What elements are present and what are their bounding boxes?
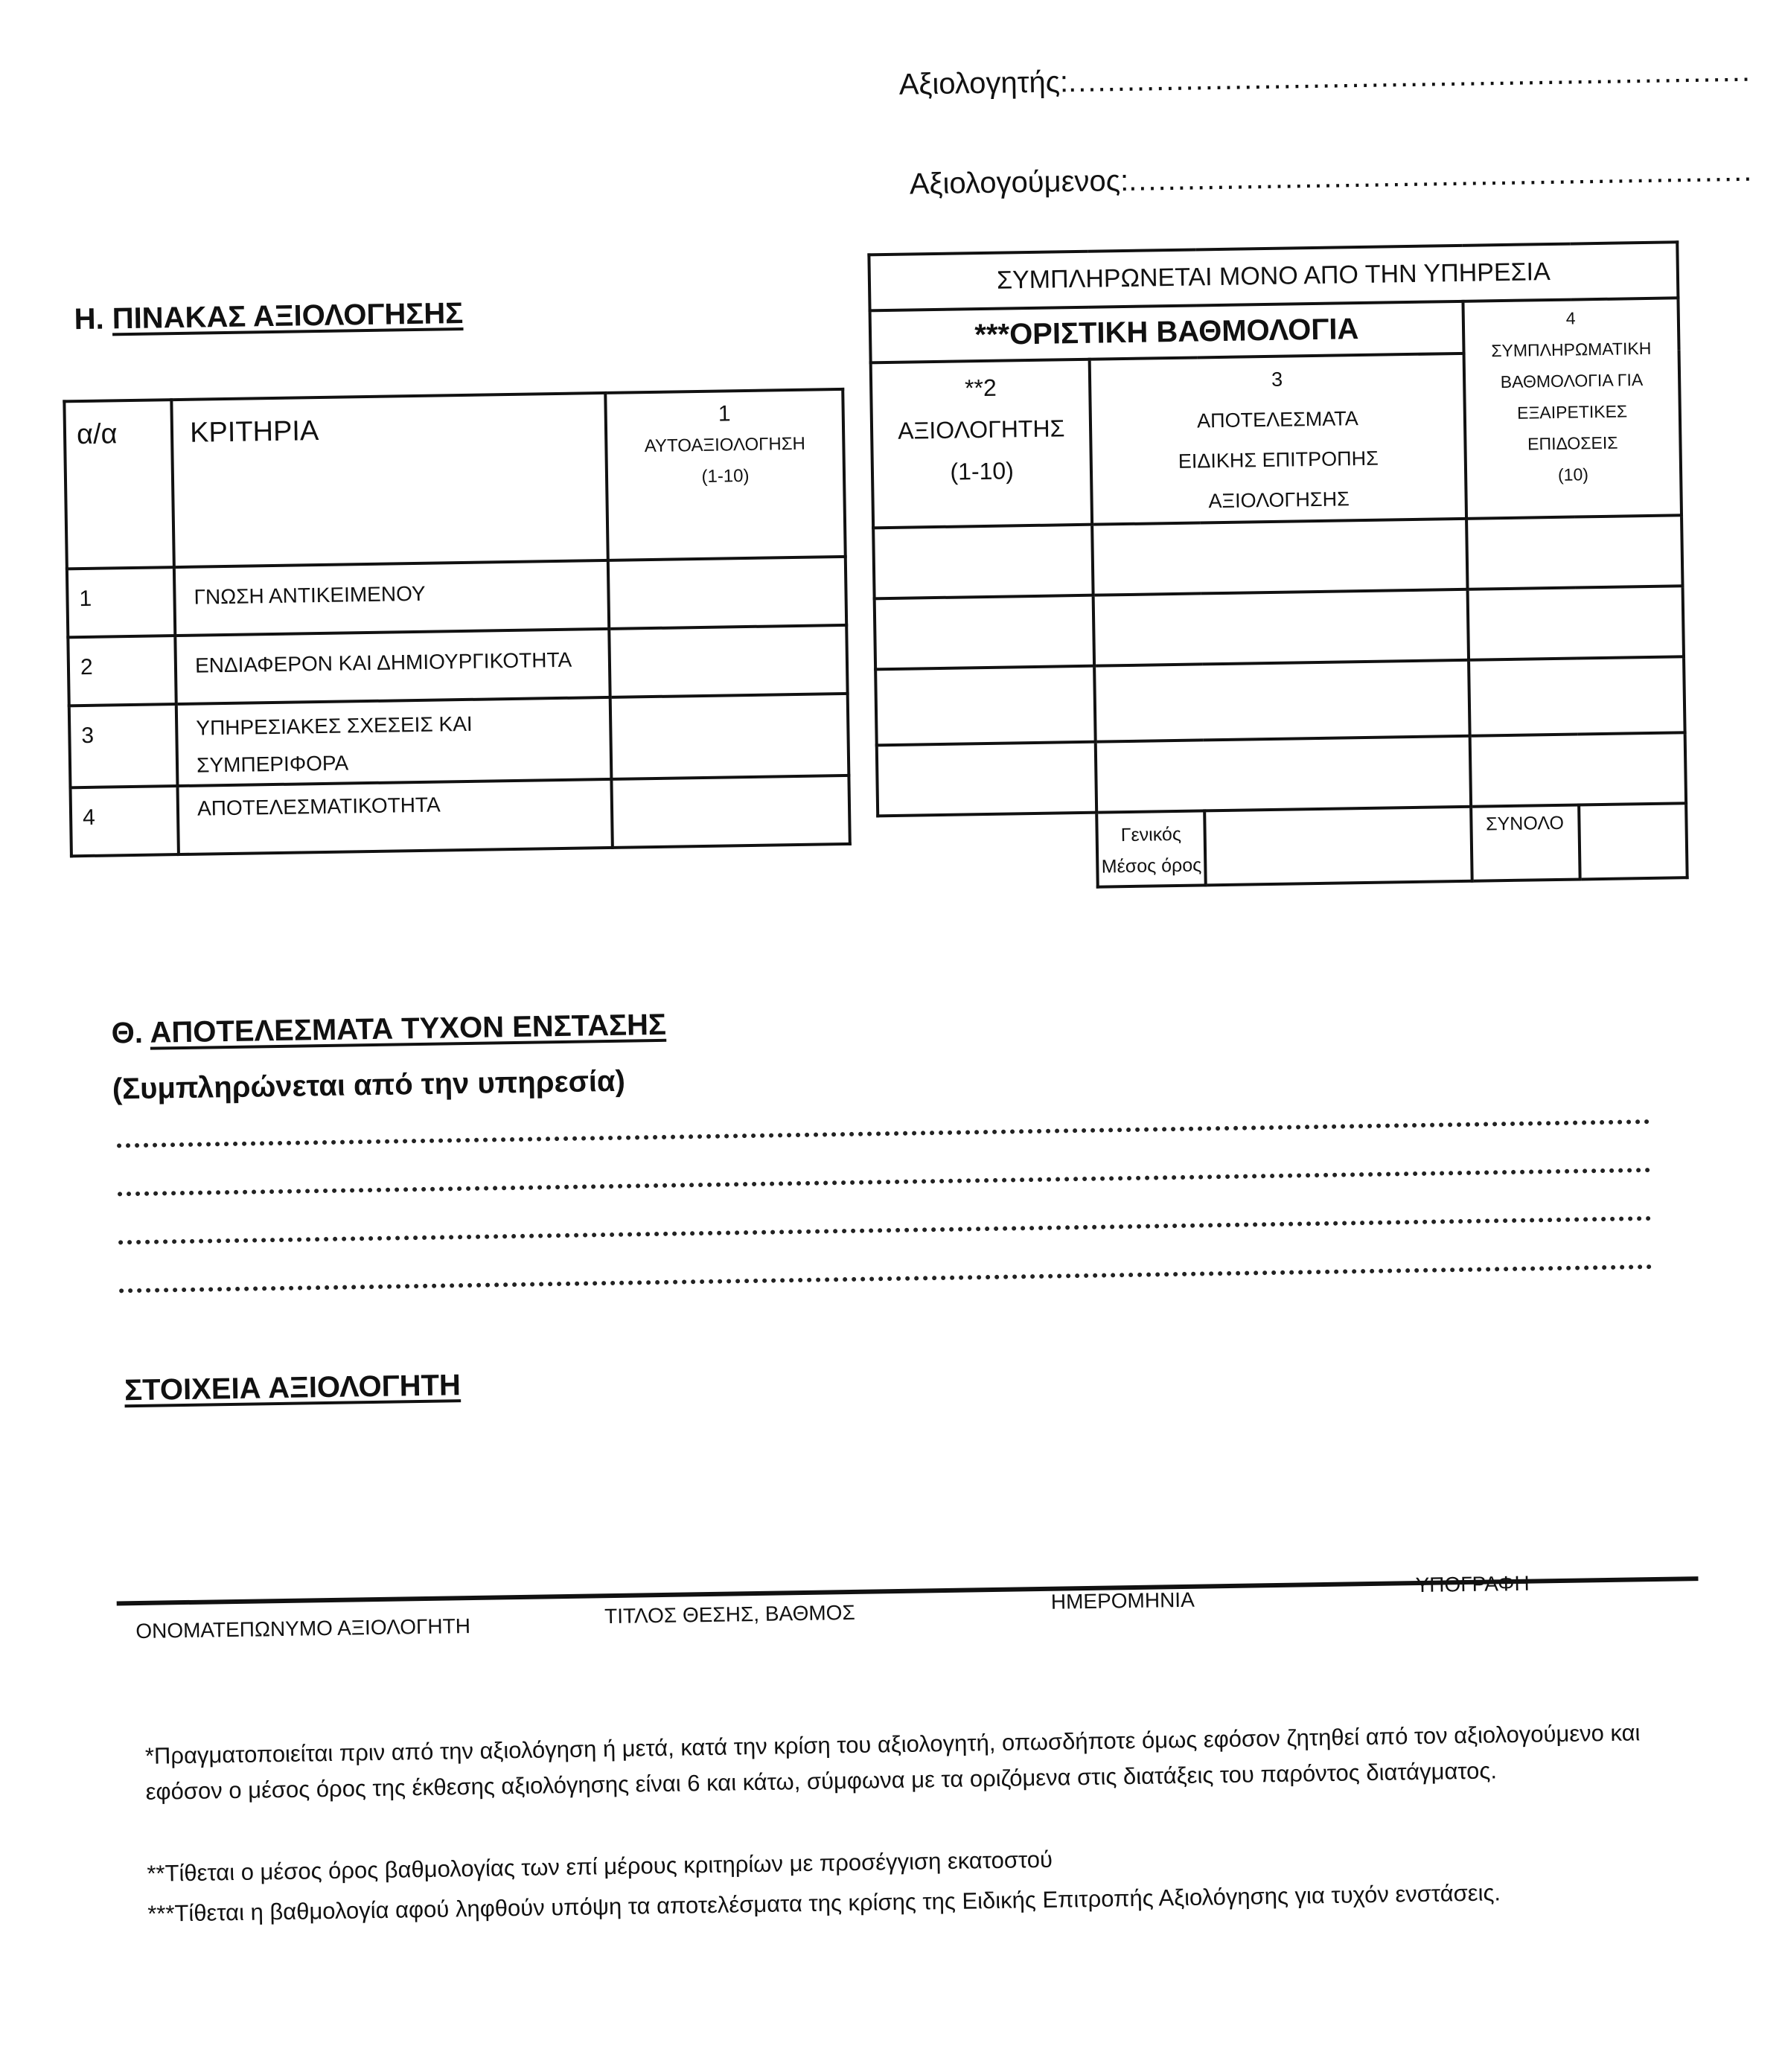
general-average-value[interactable] [1204,807,1472,886]
table-row [70,776,849,856]
self-score-cell[interactable] [611,776,849,848]
total-label: ΣΥΝΟΛΟ [1471,805,1580,880]
committee-score-cell[interactable] [1094,660,1469,742]
header-self-evaluation [605,389,846,560]
col4-line3: ΕΞΑΙΡΕΤΙΚΕΣ [1516,401,1628,423]
section-h-heading: ΠΙΝΑΚΑΣ ΑΞΙΟΛΟΓΗΣΗΣ [112,296,464,336]
supplementary-score-cell[interactable] [1469,732,1686,807]
col4-number: 4 [1565,308,1576,328]
footer-spacer [878,813,1098,891]
col4-line1: ΣΥΜΠΛΗΡΩΜΑΤΙΚΗ [1491,338,1652,361]
criterion-label: ΥΠΗΡΕΣΙΑΚΕΣ ΣΧΕΣΕΙΣ ΚΑΙ [196,712,473,740]
self-score-cell[interactable] [608,557,846,629]
criteria-table-header [64,389,845,569]
table-row [67,557,846,637]
section-theta-subtitle: (Συμπληρώνεται από την υπηρεσία) [112,1064,626,1106]
objection-line-2[interactable] [118,1168,1651,1196]
evaluator-field [898,55,1751,102]
table-row [875,656,1684,745]
table-footer-row [878,803,1687,890]
committee-score-cell[interactable] [1092,519,1467,595]
col3-number: 3 [1271,368,1283,391]
table-row [873,515,1682,598]
footnote-2: **Τίθεται ο μέσος όρος βαθμολογίας των επί μέρους κριτηρίων με προσέγγιση εκατοστού [147,1846,1053,1887]
supplementary-score-cell[interactable] [1467,586,1684,660]
self-score-cell[interactable] [610,694,849,779]
supplementary-score-cell[interactable] [1466,515,1683,589]
footnote-1: *Πραγματοποιείται πριν από την αξιολόγηση ή μετά, κατά την κρίση του αξιολογητή, οπωσδήποτε όμως εφόσον ζητηθεί από τον αξιολογούμενο και εφόσον ο μέσος όρος της έκθεσης αξιολόγησης είναι 6 και κάτω, σύμφωνα με τα οριζόμενα στις διατάξεις του παρόντος διατάγματος. [144,1719,1641,1805]
header-aa: α/α [64,400,174,569]
header-committee [1090,354,1466,525]
header-supplementary [1463,298,1682,519]
objection-line-3[interactable] [118,1216,1652,1244]
date-label: ΗΜΕΡΟΜΗΝΙΑ [1050,1587,1195,1614]
col3-line1: ΑΠΟΤΕΛΕΣΜΑΤΑ [1196,407,1359,432]
final-grade-title: ***ΟΡΙΣΤΙΚΗ ΒΑΘΜΟΛΟΓΙΑ [870,301,1464,363]
committee-score-cell[interactable] [1096,736,1471,813]
section-theta-title [111,1008,666,1051]
table-row [68,625,847,706]
committee-score-cell[interactable] [1093,589,1469,666]
objection-line-4[interactable] [119,1264,1652,1293]
total-value[interactable] [1579,803,1687,879]
criterion-label: ΑΠΟΤΕΛΕΣΜΑΤΙΚΟΤΗΤΑ [197,793,441,820]
criterion-label: ΕΝΔΙΑΦΕΡΟΝ ΚΑΙ ΔΗΜΙΟΥΡΓΙΚΟΤΗΤΑ [194,648,572,677]
col1-number: 1 [718,401,731,426]
section-h-prefix: Η. [74,302,104,336]
table-row [69,694,849,787]
col4-range: (10) [1557,464,1589,485]
position-grade-label: ΤΙΤΛΟΣ ΘΕΣΗΣ, ΒΑΘΜΟΣ [604,1600,855,1628]
evaluator-score-cell[interactable] [875,666,1096,746]
evaluator-score-cell[interactable] [875,595,1095,670]
agency-only-band: ΣΥΜΠΛΗΡΩΝΕΤΑΙ ΜΟΝΟ ΑΠΟ ΤΗΝ ΥΠΗΡΕΣΙΑ [869,242,1678,310]
footnote-3: ***Τίθεται η βαθμολογία αφού ληφθούν υπόψη τα αποτελέσματα της κρίσης της Ειδικής Επιτροπής Αξιολόγησης για τυχόν ενστάσεις. [147,1879,1501,1927]
evaluator-details-title: ΣΤΟΙΧΕΙΑ ΑΞΙΟΛΟΓΗΤΗ [124,1369,462,1407]
objection-line-1[interactable] [117,1119,1650,1148]
row-number: 2 [80,654,93,680]
col3-line2: ΕΙΔΙΚΗΣ ΕΠΙΤΡΟΠΗΣ [1178,447,1379,473]
section-theta-heading: ΑΠΟΤΕΛΕΣΜΑΤΑ ΤΥΧΟΝ ΕΝΣΤΑΣΗΣ [150,1008,667,1049]
col4-line4: ΕΠΙΔΟΣΕΙΣ [1527,432,1618,454]
row-number: 4 [82,805,96,831]
self-score-cell[interactable] [609,625,847,697]
section-theta-prefix: Θ. [111,1016,144,1050]
supplementary-score-cell[interactable] [1469,656,1685,736]
evaluator-score-cell[interactable] [873,525,1093,599]
evaluatee-field [910,155,1754,202]
criterion-label-cont: ΣΥΜΠΕΡΙΦΟΡΑ [196,751,349,777]
evaluatee-label: Αξιολογούμενος: [909,164,1129,201]
col1-range: (1-10) [701,465,750,487]
table-row [875,586,1684,669]
header-evaluator [871,359,1093,528]
row-number: 1 [79,586,92,612]
criterion-label: ΓΝΩΣΗ ΑΝΤΙΚΕΙΜΕΝΟΥ [194,581,426,609]
evaluator-score-cell[interactable] [877,742,1097,816]
evaluator-label: Αξιολογητής: [898,65,1069,101]
header-criteria: ΚΡΙΤΗΡΙΑ [171,393,607,567]
col2-label: ΑΞΙΟΛΟΓΗΤΗΣ [897,415,1065,444]
criteria-table [63,388,852,857]
table-row [877,732,1686,816]
section-h-title [74,297,463,336]
evaluator-input[interactable]: ...................................................................... [1067,54,1752,99]
evaluatee-input[interactable]: ................................................................ [1128,154,1754,197]
col2-number: **2 [964,374,997,402]
signature-label: ΥΠΟΓΡΑΦΗ [1415,1571,1530,1597]
col3-line3: ΑΞΙΟΛΟΓΗΣΗΣ [1208,487,1350,513]
full-name-label: ΟΝΟΜΑΤΕΠΩΝΥΜΟ ΑΞΙΟΛΟΓΗΤΗ [135,1614,471,1643]
col2-range: (1-10) [950,457,1015,485]
row-number: 3 [81,723,95,749]
agency-table [867,240,1688,892]
col1-label: ΑΥΤΟΑΞΙΟΛΟΓΗΣΗ [644,433,806,457]
col4-line2: ΒΑΘΜΟΛΟΓΙΑ ΓΙΑ [1500,370,1644,392]
general-average-label: Γενικός Μέσος όρος [1097,810,1206,886]
